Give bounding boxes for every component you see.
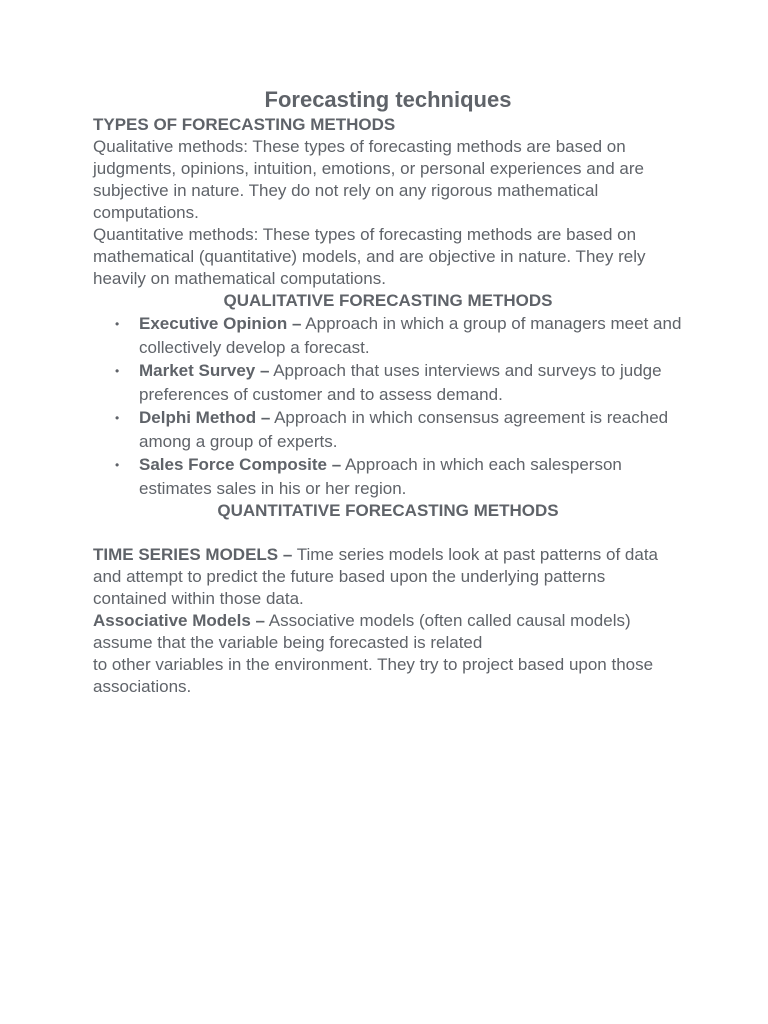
time-series-description: Time series models look at past patterns of data and attempt to predict the future based upon the underlying patterns contained within those data. (93, 545, 658, 608)
types-heading: TYPES OF FORECASTING METHODS (93, 115, 396, 134)
document-title: Forecasting techniques (264, 87, 512, 112)
quantitative-intro: Quantitative methods: These types of forecasting methods are based on mathematical (quantitative) models, and are objective in nature. They rely heavily on mathematical computations. (93, 225, 646, 288)
qualitative-methods-list (93, 312, 683, 501)
qualitative-intro: Qualitative methods: These types of forecasting methods are based on judgments, opinions, intuition, emotions, or personal experiences and are subjective in nature. They do not rely on any rigorous mathematical computations. (93, 137, 644, 222)
list-item (115, 453, 683, 501)
list-item (115, 359, 683, 407)
qualitative-heading: QUALITATIVE FORECASTING METHODS (223, 291, 553, 310)
method-term: Executive Opinion – (139, 314, 302, 333)
method-description: Approach that uses interviews and surveys to judge preferences of customer and to assess demand. (139, 361, 662, 404)
method-description: Approach in which each salesperson estimates sales in his or her region. (139, 455, 622, 498)
bullet-icon: • (115, 364, 120, 378)
associative-description-line2: to other variables in the environment. They try to project based upon those associations. (93, 655, 654, 696)
bullet-icon: • (115, 317, 120, 331)
associative-description-line1: Associative models (often called causal models) assume that the variable being forecasted is related (93, 611, 631, 652)
associative-paragraph (93, 610, 683, 698)
list-item (115, 312, 683, 360)
bullet-icon: • (115, 458, 120, 472)
associative-term: Associative Models – (93, 611, 265, 630)
time-series-term: TIME SERIES MODELS – (93, 545, 293, 564)
blank-line (93, 522, 683, 544)
list-item (115, 406, 683, 454)
method-description: Approach in which a group of managers meet and collectively develop a forecast. (139, 314, 682, 357)
method-description: Approach in which consensus agreement is reached among a group of experts. (139, 408, 669, 451)
method-term: Sales Force Composite – (139, 455, 342, 474)
document-page (93, 86, 683, 698)
method-term: Market Survey – (139, 361, 270, 380)
bullet-icon: • (115, 411, 120, 425)
time-series-paragraph (93, 544, 683, 610)
quantitative-heading: QUANTITATIVE FORECASTING METHODS (217, 501, 559, 520)
method-term: Delphi Method – (139, 408, 271, 427)
